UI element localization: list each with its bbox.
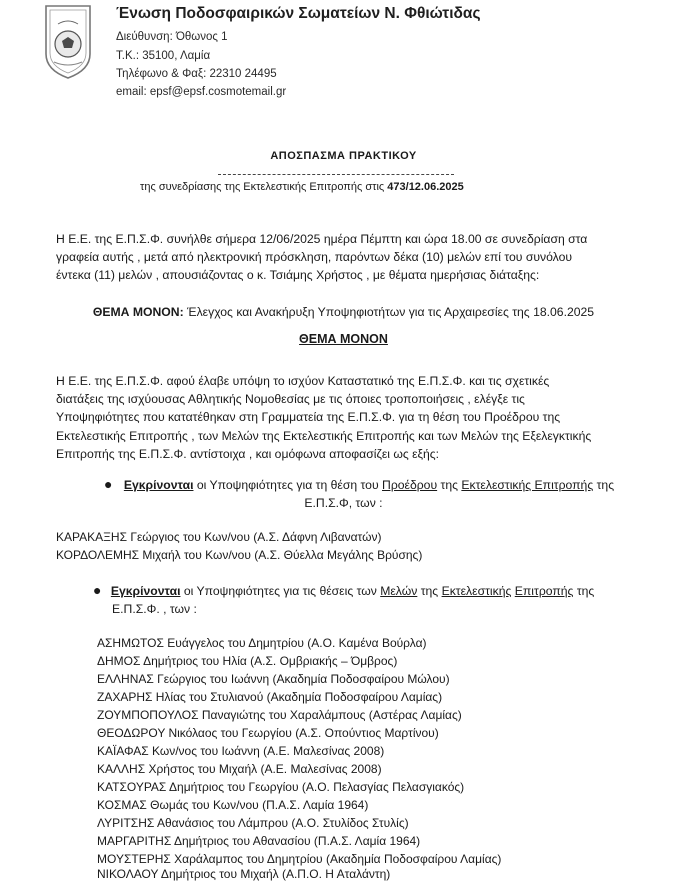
member-candidate: ΛΥΡΙΤΣΗΣ Αθανάσιος του Λάμπρου (Α.Ο. Στυλίδος Στυλίς) <box>97 816 409 830</box>
bullet-dot-icon: ● <box>104 476 113 492</box>
bullet-members-cont: Ε.Π.Σ.Φ. , των : <box>112 602 197 616</box>
federation-logo <box>42 4 94 80</box>
org-postal-code: Τ.Κ.: 35100, Λαμία <box>116 50 211 62</box>
bullet-text: της <box>417 584 442 598</box>
approved-label: Εγκρίνονται <box>110 584 181 598</box>
body-line: Η Ε.Ε. της Ε.Π.Σ.Φ. αφού έλαβε υπόψη το ισχύον Καταστατικό της Ε.Π.Σ.Φ. και τις σχετικές <box>56 374 550 388</box>
member-candidate: ΚΑΛΛΗΣ Χρήστος του Μιχαήλ (Α.Ε. Μαλεσίνας 2008) <box>97 762 382 776</box>
member-candidate: ΖΟΥΜΠΟΠΟΥΛΟΣ Παναγιώτης του Χαραλάμπους (Αστέρας Λαμίας) <box>97 708 462 722</box>
title-divider <box>218 174 454 175</box>
session-line <box>140 181 464 193</box>
topic-text: Έλεγχος και Ανακήρυξη Υποψηφιοτήτων για τις Αρχαιρεσίες της 18.06.2025 <box>187 305 595 319</box>
session-number: 473/12.06.2025 <box>387 181 464 193</box>
section-title: ΘΕΜΑ ΜΟΝΟΝ <box>299 332 388 346</box>
bullet-dot-icon: ● <box>93 582 102 598</box>
intro-paragraph <box>56 230 656 285</box>
org-email: email: epsf@epsf.cosmotemail.gr <box>116 86 287 98</box>
member-candidate: ΚΟΣΜΑΣ Θωμάς του Κων/νου (Π.Α.Σ. Λαμία 1964) <box>97 798 369 812</box>
bullet-underlined: Εκτελεστικής Επιτροπής <box>461 478 594 492</box>
president-candidate: ΚΑΡΑΚΑΞΗΣ Γεώργιος του Κων/νου (Α.Σ. Δάφνη Λιβανατών) <box>56 530 382 544</box>
bullet-underlined: Προέδρου <box>382 478 438 492</box>
bullet-president-cont: Ε.Π.Σ.Φ, των : <box>304 496 383 510</box>
approved-label: Εγκρίνονται <box>123 478 194 492</box>
bullet-text: της <box>437 478 462 492</box>
session-prefix: της συνεδρίασης της Εκτελεστικής Επιτροπής στις <box>140 181 385 193</box>
decision-paragraph <box>56 372 656 463</box>
member-candidate: ΘΕΟΔΩΡΟΥ Νικόλαος του Γεωργίου (Α.Σ. Οπούντιος Μαρτίνου) <box>97 726 439 740</box>
bullet-members <box>93 584 594 598</box>
member-candidate: ΕΛΛΗΝΑΣ Γεώργιος του Ιωάννη (Ακαδημία Ποδοσφαίρου Μώλου) <box>97 672 450 686</box>
intro-line: γραφεία αυτής , μετά από ηλεκτρονική πρόσκληση, παρόντων δέκα (10) μελών επί του συνόλου <box>56 250 573 265</box>
bullet-text: της <box>573 584 595 598</box>
intro-line: Η Ε.Ε. της Ε.Π.Σ.Φ. συνήλθε σήμερα 12/06/2025 ημέρα Πέμπτη και ώρα 18.00 σε συνεδρίαση στα <box>56 232 588 246</box>
bullet-text: οι Υποψηφιότητες για τις θέσεις των <box>180 584 381 598</box>
member-candidate: ΜΟΥΣΤΕΡΗΣ Χαράλαμπος του Δημητρίου (Ακαδημία Ποδοσφαίρου Λαμίας) <box>97 852 502 866</box>
bullet-underlined: Εκτελεστικής <box>441 584 512 598</box>
president-candidate: ΚΟΡΔΟΛΕΜΗΣ Μιχαήλ του Κων/νου (Α.Σ. Θύελλα Μεγάλης Βρύσης) <box>56 548 423 562</box>
document-title: ΑΠΟΣΠΑΣΜΑ ΠΡΑΚΤΙΚΟΥ <box>270 150 417 162</box>
bullet-underlined: Επιτροπής <box>514 584 574 598</box>
org-address: Διεύθυνση: Όθωνος 1 <box>116 31 228 43</box>
member-candidate: ΝΙΚΟΛΑΟΥ Δημήτριος του Μιχαήλ (Α.Π.Ο. Η Αταλάντη) <box>97 867 391 881</box>
org-phone: Τηλέφωνο & Φαξ: 22310 24495 <box>116 68 277 80</box>
body-line: διατάξεις της ισχύουσας Αθλητικής Νομοθεσίας με τις όποιες τροποποιήσεις , ελέγξε τις <box>56 392 525 407</box>
member-candidate: ΜΑΡΓΑΡΙΤΗΣ Δημήτριος του Αθανασίου (Π.Α.Σ. Λαμία 1964) <box>97 834 421 848</box>
member-candidate: ΚΑΤΣΟΥΡΑΣ Δημήτριος του Γεωργίου (Α.Ο. Πελασγίας Πελασγιακός) <box>97 780 465 794</box>
member-candidate: ΖΑΧΑΡΗΣ Ηλίας του Στυλιανού (Ακαδημία Ποδοσφαίρου Λαμίας) <box>97 690 443 704</box>
organization-name: Ένωση Ποδοσφαιρικών Σωματείων Ν. Φθιώτιδας <box>116 5 481 22</box>
member-candidate: ΑΣΗΜΩΤΟΣ Ευάγγελος του Δημητρίου (Α.Ο. Καμένα Βούρλα) <box>97 636 427 650</box>
topic-label: ΘΕΜΑ ΜΟΝΟΝ: <box>92 305 184 319</box>
bullet-text: οι Υποψηφιότητες για τη θέση του <box>193 478 383 492</box>
member-candidate: ΔΗΜΟΣ Δημήτριος του Ηλία (Α.Σ. Ομβριακής – Όμβρος) <box>97 654 398 668</box>
body-line: Εκτελεστικής Επιτροπής , των Μελών της Εκτελεστικής Επιτροπής και των Μελών της Εξελεγκτικής <box>56 428 592 443</box>
body-line: Επιτροπής της Ε.Π.Σ.Φ. αντίστοιχα , και ομόφωνα αποφασίζει ως εξής: <box>56 446 440 461</box>
body-line: Υποψηφιότητες που κατατέθηκαν στη Γραμματεία της Ε.Π.Σ.Φ. για τη θέση του Προέδρου της <box>56 410 561 425</box>
agenda-topic <box>0 305 687 319</box>
intro-line: έντεκα (11) μελών , απουσιάζοντας ο κ. Τσιάμης Χρήστος , με θέματα ημερήσιας διάταξης: <box>56 268 540 283</box>
bullet-president <box>104 478 614 492</box>
bullet-text: της <box>593 478 615 492</box>
bullet-underlined: Μελών <box>380 584 418 598</box>
member-candidate: ΚΑΪΑΦΑΣ Κων/νος του Ιωάννη (Α.Ε. Μαλεσίνας 2008) <box>97 744 385 758</box>
